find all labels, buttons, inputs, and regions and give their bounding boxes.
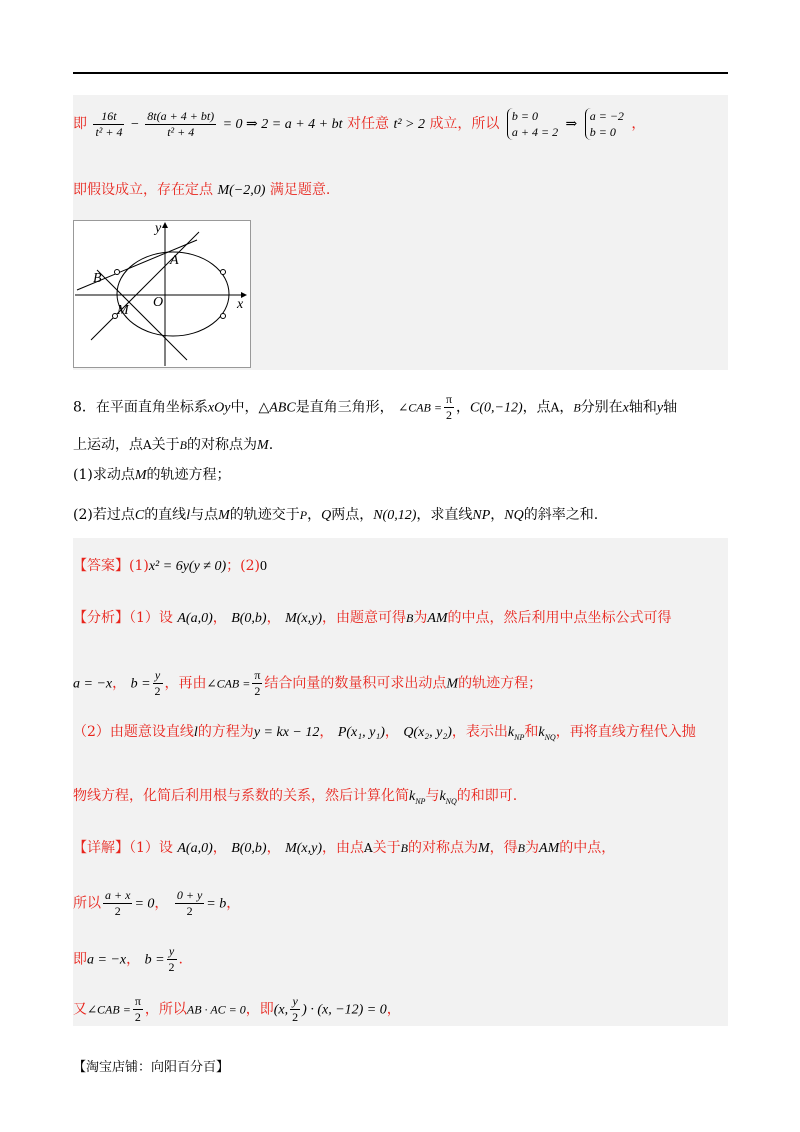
point-marker: [221, 314, 226, 319]
analysis-line-3: （2）由题意设直线l的方程为y = kx − 12， P(x₁, y₁)， Q(x₂, y₂)，表示出$k_{NP}$和$k_{NQ}$，再将直线方程代入抛: [73, 724, 696, 742]
answer-line: 【答案】(1)x² = 6y(y ≠ 0)；(2)0: [73, 558, 267, 574]
point-marker: [221, 270, 226, 275]
detail-line-4: 又∠CAB = $\frac{\pi}{2}$ ，所以AB · AC = 0，即(x, $\frac{y}{2}$ ) · (x, −12) = 0，: [73, 994, 401, 1024]
problem-line-1: 8．在平面直角坐标系xOy中，△ABC是直角三角形， ∠CAB = $\frac{\pi}{2}$ ，C(0,−12)，点A，B分别在x轴和y轴: [73, 392, 678, 422]
label-y: y: [155, 221, 162, 236]
ellipse-figure: [73, 220, 251, 368]
fraction: $\frac{16t}{\text{t² + 4}}$: [95, 108, 123, 139]
analysis-line-2: a = −x， b = $\frac{y}{2}$ ，再由∠CAB = $\frac{\pi}{2}$ 结合向量的数量积可求出动点M的轨迹方程；: [73, 668, 543, 698]
solution-line-1: 即 $\frac{16t}{\text{t² + 4}}$ − $\frac{8t(a + 4 + bt)}{\text{t² + 4}}$ = 0 ⇒ 2 = a + 4 + bt 对任意 t² > 2 成立，所以 b = 0 a + 4 = 2 ⇒ a = −2 b = 0 ，: [73, 108, 646, 139]
label-A: A: [170, 253, 179, 268]
equation-system: a = −2 b = 0: [585, 108, 624, 140]
detail-line-3: 即a = −x， b = $\frac{y}{2}$ .: [73, 944, 183, 974]
detail-line-2: 所以 $\frac{a + x}{2}$ = 0， $\frac{0 + y}{2}$ = b，: [73, 888, 241, 918]
label-B: B: [93, 271, 102, 286]
label-O: O: [153, 295, 164, 310]
point-marker: [115, 270, 120, 275]
label-M: M: [117, 303, 129, 318]
problem-q2: (2)若过点C的直线l与点M的轨迹交于P，Q两点，N(0,12)，求直线NP，NQ的斜率之和.: [73, 507, 599, 523]
detail-line-1: 【详解】（1）设 A(a,0)， B(0,b)， M(x,y)，由点A关于B的对称点为M，得B为AM的中点，: [73, 840, 616, 856]
solution-line-2: 即假设成立，存在定点 M(−2,0) 满足题意.: [73, 182, 331, 198]
header-rule: [73, 72, 728, 74]
problem-q1: (1)求动点M的轨迹方程；: [73, 467, 231, 483]
problem-line-2: 上运动，点A关于B的对称点为M.: [73, 437, 274, 453]
footer-shop-name: 【淘宝店铺：向阳百分百】: [73, 1060, 230, 1075]
analysis-line-1: 【分析】（1）设 A(a,0)， B(0,b)， M(x,y)，由题意可得B为AM的中点，然后利用中点坐标公式可得: [73, 610, 672, 626]
fraction: $\frac{8t(a + 4 + bt)}{\text{t² + 4}}$: [147, 108, 215, 139]
analysis-line-4: 物线方程，化简后利用根与系数的关系，然后计算化简$k_{NP}$与$k_{NQ}$的和即可.: [73, 788, 518, 806]
label-x: x: [237, 297, 244, 312]
equation-system: b = 0 a + 4 = 2: [507, 108, 558, 140]
